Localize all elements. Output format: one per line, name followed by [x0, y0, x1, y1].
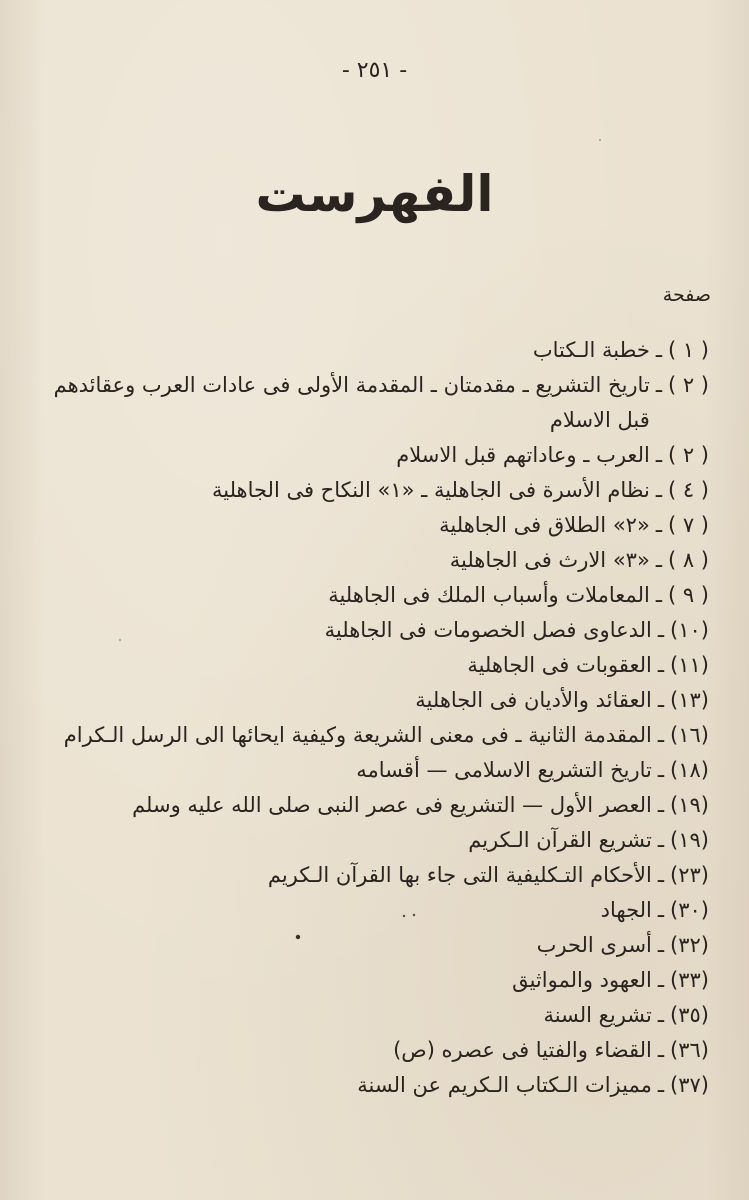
toc-title: العهود والمواثيق: [512, 968, 652, 992]
toc-entry[interactable]: [41, 1068, 709, 1103]
toc-title: المقدمة الثانية ـ فى معنى الشريعة وكيفية ايحائها الى الرسل الـكرام: [63, 723, 652, 747]
toc-entry[interactable]: [41, 683, 709, 718]
toc-title: تشريع السنة: [543, 1003, 652, 1027]
toc-dash: ـ: [657, 1073, 665, 1097]
toc-title: القضاء والفتيا فى عصره (ص): [393, 1038, 652, 1062]
toc-dash: ـ: [657, 653, 665, 677]
toc-title: أسرى الحرب: [536, 933, 652, 957]
page-title: الفهرست: [255, 165, 494, 223]
toc-title: تاريخ التشريع الاسلامى — أقسامه: [356, 758, 652, 782]
toc-dash: ـ: [657, 723, 665, 747]
toc-entry[interactable]: [41, 368, 709, 438]
toc-dash: ـ: [655, 373, 662, 397]
toc-dash: ـ: [657, 933, 665, 957]
toc-title-block: [41, 368, 650, 438]
toc-page-number: ( ٢ ): [667, 443, 709, 467]
toc-title: الأحكام التـكليفية التى جاء بها القرآن الـكريم: [267, 863, 652, 887]
toc-entry[interactable]: [41, 438, 709, 473]
toc-entry[interactable]: [41, 613, 709, 648]
toc-page-number: ( ٩ ): [667, 583, 709, 607]
toc-dash: ـ: [655, 443, 662, 467]
toc-entry[interactable]: [41, 858, 709, 893]
toc-entry[interactable]: [41, 508, 709, 543]
toc-title: تشريع القرآن الـكريم: [468, 828, 652, 852]
toc-page-number: (١٩): [670, 793, 709, 817]
toc-dash: ـ: [657, 968, 665, 992]
toc-dash: ـ: [657, 1038, 665, 1062]
toc-page-number: (٣٣): [670, 968, 709, 992]
toc-dash: ـ: [655, 338, 662, 362]
toc-page-number: ( ٤ ): [667, 478, 709, 502]
toc-page-number: (٣٢): [670, 933, 709, 957]
toc-dash: ـ: [655, 583, 662, 607]
toc-dash: ـ: [657, 793, 665, 817]
toc-title: «٢» الطلاق فى الجاهلية: [439, 513, 650, 537]
toc-entry[interactable]: [41, 718, 709, 753]
toc-title: خطبة الـكتاب: [532, 338, 650, 362]
toc-page-number: ( ٨ ): [667, 548, 709, 572]
toc-entry[interactable]: [41, 998, 709, 1033]
toc-title: العصر الأول — التشريع فى عصر النبى صلى الله عليه وسلم: [132, 793, 652, 817]
toc-entry[interactable]: [41, 543, 709, 578]
toc-dash: ـ: [657, 828, 665, 852]
toc-dash: ـ: [655, 478, 662, 502]
toc-title-continued: قبل الاسلام: [549, 408, 650, 432]
toc-entry[interactable]: [41, 963, 709, 998]
toc-page-number: (٢٣): [670, 863, 709, 887]
toc-dash: ـ: [657, 1003, 665, 1027]
toc-page-number: (٣٧): [670, 1073, 709, 1097]
toc-page-number: (١٨): [670, 758, 709, 782]
toc-entry[interactable]: [41, 928, 709, 963]
toc-dash: ـ: [655, 548, 662, 572]
toc-entry[interactable]: [41, 578, 709, 613]
page-number: - ٢٥١ -: [341, 58, 408, 83]
toc-page-number: (٣٠): [670, 898, 709, 922]
toc-page-number: (١٣): [670, 688, 709, 712]
toc-entry[interactable]: [41, 788, 709, 823]
toc-dash: ـ: [657, 758, 665, 782]
toc-entry[interactable]: [41, 823, 709, 858]
toc-title: تاريخ التشريع ـ مقدمتان ـ المقدمة الأولى فى عادات العرب وعقائدهم: [53, 373, 650, 397]
toc-page-number: (٣٦): [670, 1038, 709, 1062]
toc-title: نظام الأسرة فى الجاهلية ـ «١» النكاح فى الجاهلية: [211, 478, 650, 502]
toc-entry[interactable]: [41, 333, 709, 368]
toc-entry[interactable]: [41, 893, 709, 928]
toc-entry[interactable]: [41, 753, 709, 788]
toc-title: العقوبات فى الجاهلية: [467, 653, 652, 677]
toc-title: مميزات الـكتاب الـكريم عن السنة: [357, 1073, 652, 1097]
toc-page-number: (٣٥): [670, 1003, 709, 1027]
toc-title: الدعاوى فصل الخصومات فى الجاهلية: [324, 618, 652, 642]
toc-entry[interactable]: [41, 1033, 709, 1068]
toc-page-number: ( ١ ): [667, 338, 709, 362]
toc-title: العقائد والأديان فى الجاهلية: [415, 688, 652, 712]
toc-page-number: ( ٢ ): [667, 373, 709, 397]
toc-entry[interactable]: [41, 473, 709, 508]
toc-page-number: (١٠): [670, 618, 709, 642]
toc-dash: ـ: [657, 863, 665, 887]
toc-page-number: (١١): [670, 653, 709, 677]
toc-dash: ـ: [657, 618, 665, 642]
toc-entry[interactable]: [41, 648, 709, 683]
toc-dash: ـ: [655, 513, 662, 537]
toc-title: العرب ـ وعاداتهم قبل الاسلام: [396, 443, 650, 467]
toc-dash: ـ: [657, 688, 665, 712]
table-of-contents: [41, 333, 709, 1103]
toc-title: الجهاد: [600, 898, 652, 922]
toc-page-number: (١٩): [670, 828, 709, 852]
toc-page-number: ( ٧ ): [667, 513, 709, 537]
toc-page-number: (١٦): [670, 723, 709, 747]
toc-title: المعاملات وأسباب الملك فى الجاهلية: [328, 583, 650, 607]
toc-dash: ـ: [657, 898, 665, 922]
page-column-label: صفحة: [662, 284, 711, 306]
toc-title: «٣» الارث فى الجاهلية: [449, 548, 650, 572]
